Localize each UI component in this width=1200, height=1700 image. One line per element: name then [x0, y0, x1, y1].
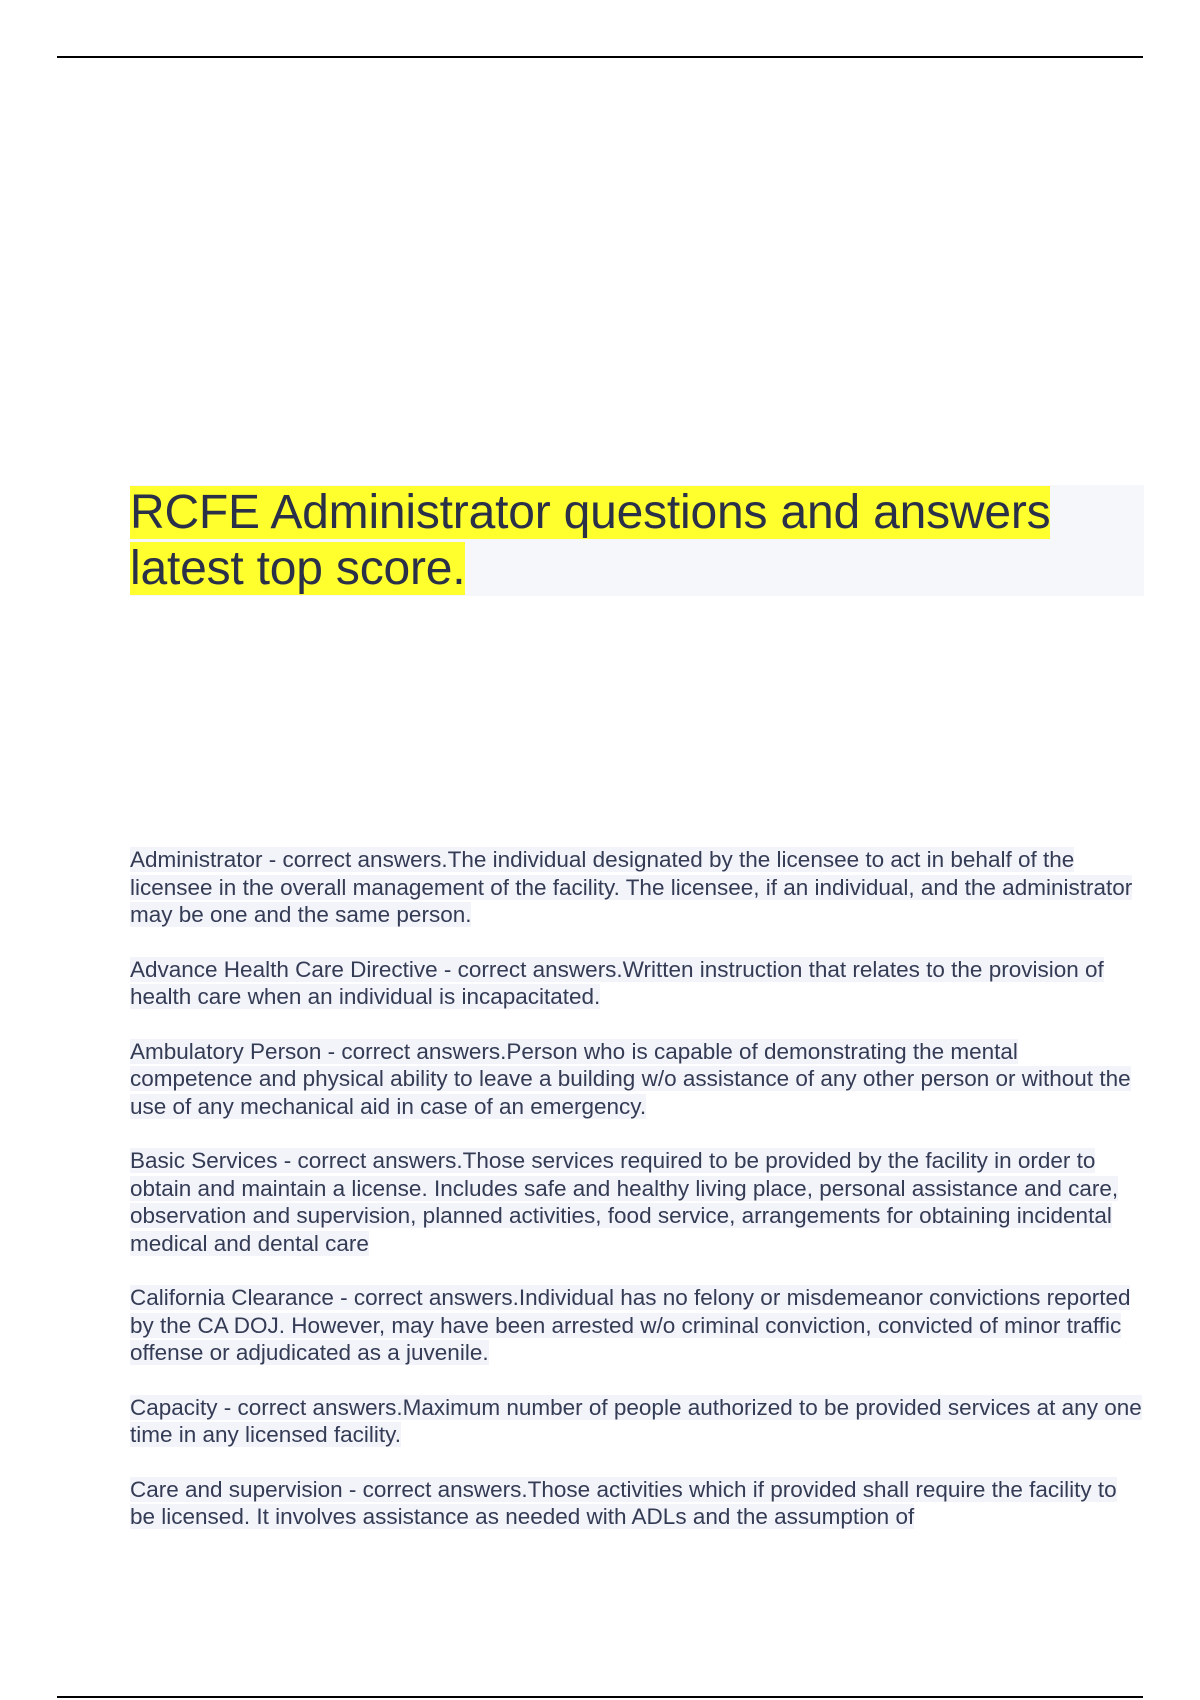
title-highlight: RCFE Administrator questions and answers latest top score. [130, 486, 1051, 595]
entry-text: Ambulatory Person - correct answers.Person who is capable of demonstrating the mental competence and physical ability to leave a building w/o assistance of any other person or without the use of any mechanical aid in case of an emergency. [130, 1038, 1131, 1119]
entries-list [130, 846, 1146, 1558]
title-block [130, 485, 1144, 596]
entry-text: Advance Health Care Directive - correct answers.Written instruction that relates to the provision of health care when an individual is incapacitated. [130, 956, 1104, 1009]
entry-administrator [130, 846, 1146, 929]
entry-ambulatory-person [130, 1038, 1146, 1121]
entry-capacity [130, 1394, 1146, 1449]
entry-basic-services [130, 1147, 1146, 1257]
entry-text: Capacity - correct answers.Maximum number of people authorized to be provided services at any one time in any licensed facility. [130, 1394, 1142, 1447]
bottom-rule [57, 1696, 1143, 1698]
entry-care-and-supervision [130, 1476, 1146, 1531]
entry-advance-health-care-directive [130, 956, 1146, 1011]
entry-text: Administrator - correct answers.The individual designated by the licensee to act in behalf of the licensee in the overall management of the facility. The licensee, if an individual, and the administrator may be one and the same person. [130, 847, 1133, 927]
top-rule [57, 56, 1143, 58]
document-title [130, 485, 1144, 597]
entry-text: Basic Services - correct answers.Those services required to be provided by the facility in order to obtain and maintain a license. Includes safe and healthy living place, personal assistance and care, observation and supervision, planned activities, food service, arrangements for obtaining incidental medical and dental care [130, 1148, 1119, 1256]
entry-california-clearance [130, 1284, 1146, 1367]
entry-text: Care and supervision - correct answers.Those activities which if provided shall require the facility to be licensed. It involves assistance as needed with ADLs and the assumption of [130, 1476, 1117, 1529]
entry-text: California Clearance - correct answers.Individual has no felony or misdemeanor convictions reported by the CA DOJ. However, may have been arrested w/o criminal conviction, convicted of minor traffic offense or adjudicated as a juvenile. [130, 1285, 1131, 1365]
